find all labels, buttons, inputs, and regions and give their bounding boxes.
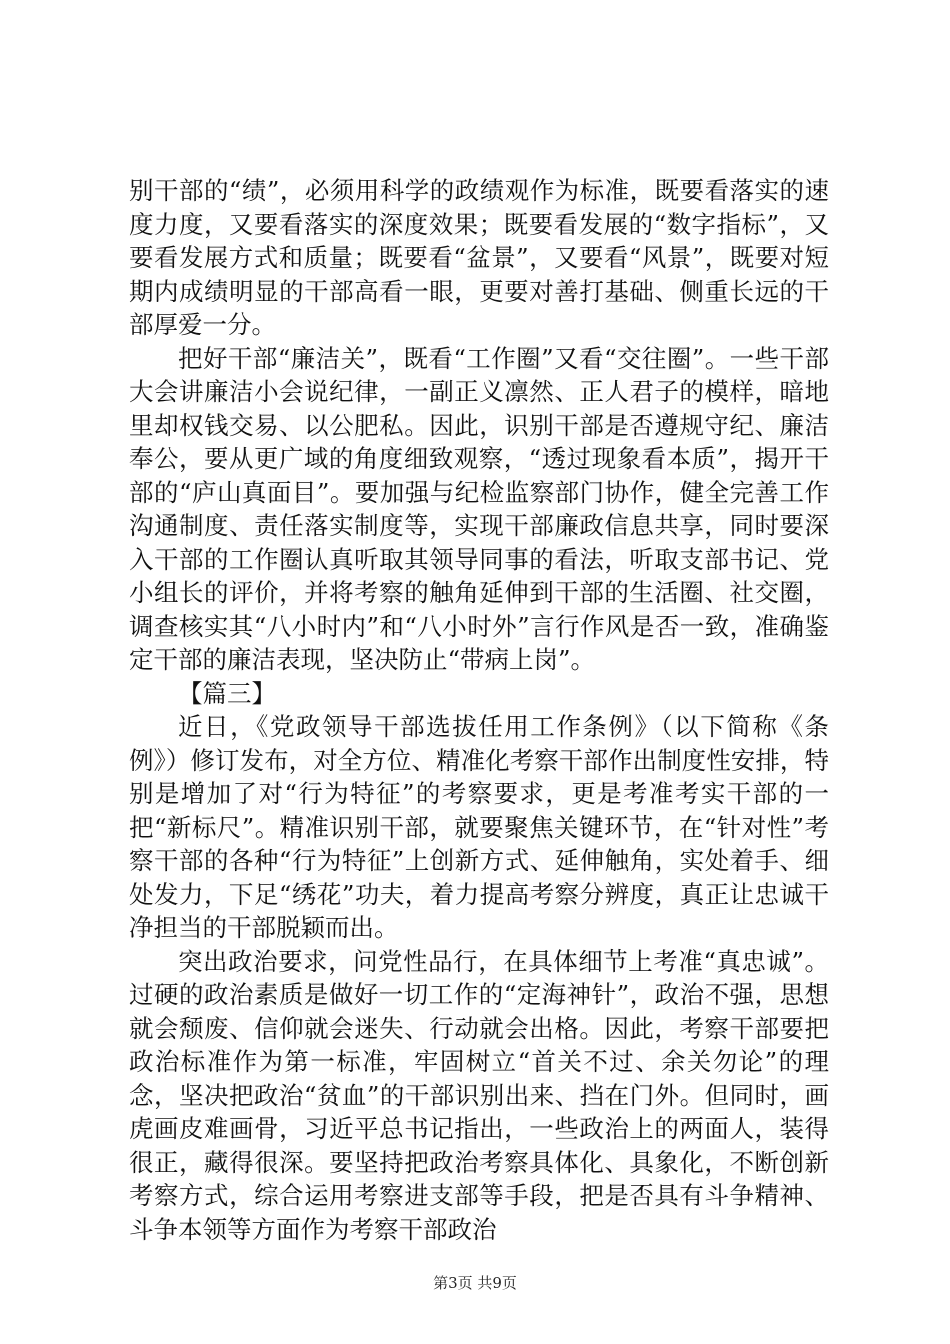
document-body: [129, 174, 829, 1246]
paragraph-integrity: 把好干部“廉洁关”，既看“工作圈”又看“交往圈”。一些干部大会讲廉洁小会说纪律，一副正义凛然、正人君子的模样，暗地里却权钱交易、以公肥私。因此，识别干部是否遵规守纪、廉洁奉公，要从更广域的角度细致观察，“透过现象看本质”，揭开干部的“庐山真面目”。要加强与纪检监察部门协作，健全完善工作沟通制度、责任落实制度等，实现干部廉政信息共享，同时要深入干部的工作圈认真听取其领导同事的看法，听取支部书记、党小组长的评价，并将考察的触角延伸到干部的生活圈、社交圈，调查核实其“八小时内”和“八小时外”言行作风是否一致，准确鉴定干部的廉洁表现，坚决防止“带病上岗”。: [129, 343, 829, 674]
paragraph-continued: 别干部的“绩”，必须用科学的政绩观作为标准，既要看落实的速度力度，又要看落实的深度效果；既要看发展的“数字指标”，又要看发展方式和质量；既要看“盆景”，又要看“风景”，既要对短期内成绩明显的干部高看一眼，更要对善打基础、侧重长远的干部厚爱一分。: [129, 176, 829, 339]
paragraph-regulations: 近日，《党政领导干部选拔任用工作条例》（以下简称《条例》）修订发布，对全方位、精准化考察干部作出制度性安排，特别是增加了对“行为特征”的考察要求，更是考准考实干部的一把“新标尺”。精准识别干部，就要聚焦关键环节，在“针对性”考察干部的各种“行为特征”上创新方式、延伸触角，实处着手、细处发力，下足“绣花”功夫，着力提高考察分辨度，真正让忠诚干净担当的干部脱颖而出。: [129, 712, 829, 942]
section-heading: 【篇三】: [178, 678, 276, 708]
page-number: 第3页 共9页: [433, 1274, 517, 1292]
paragraph-political: 突出政治要求，问党性品行，在具体细节上考准“真忠诚”。过硬的政治素质是做好一切工作的“定海神针”，政治不强，思想就会颓废、信仰就会迷失、行动就会出格。因此，考察干部要把政治标准作为第一标准，牢固树立“首关不过、余关勿论”的理念，坚决把政治“贫血”的干部识别出来、挡在门外。但同时，画虎画皮难画骨，习近平总书记指出，一些政治上的两面人，装得很正，藏得很深。要坚持把政治考察具体化、具象化，不断创新考察方式，综合运用考察进支部等手段，把是否具有斗争精神、斗争本领等方面作为考察干部政治: [129, 946, 829, 1244]
